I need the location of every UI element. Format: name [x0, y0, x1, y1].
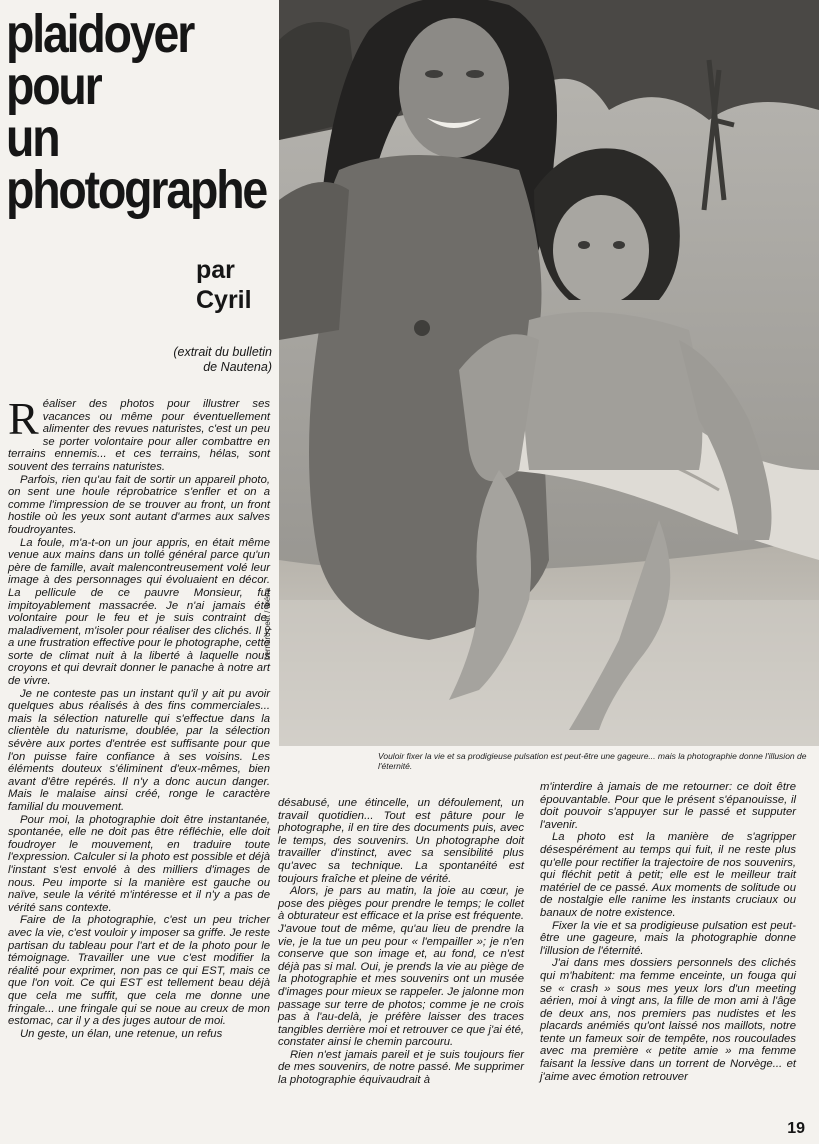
paragraph: Pour moi, la photographie doit être instantanée, spontanée, elle ne doit pas être réfléchie, elle doit foudroyer le mouvement, en traduire toute l'expression. Calculer si la photo est possible et déjà l'instant s'est envolé à des milliers d'images de nous. Peu importe si la manière est gauche ou naïve, seule la vérité m'intéresse et il n'y a pas de vérité sans contexte. — [8, 813, 270, 914]
page-number: 19 — [787, 1120, 805, 1137]
paragraph: La photo est la manière de s'agripper désespérément au temps qui fuit, il ne reste plus qu'elle pour rectifier la trajectoire de nos souvenirs, qui fléchit petit à petit; elle est le meilleur trait matériel de ce passé. Aux moments de solitude ou de nostalgie elle ranime les instants cruciaux ou banaux de notre existence. — [540, 831, 796, 919]
mother-child-photo-illustration — [279, 0, 819, 746]
title-line: un — [6, 108, 59, 168]
paragraph: J'ai dans mes dossiers personnels des clichés qui m'habitent: ma femme enceinte, un fouga qui se « crash » sous mes yeux lors d'un meeting aérien, moi à vingt ans, la fille de mon ami à l'âge de deux ans, nos premiers pas nudistes et les placards anémiés qu'ont laissé nos maillots, notre tente un fameux soir de tempête, nos roucoulades avec ma première « petite amie » ma femme faisant la lessive dans un torrent de Norvège... et j'aime avec émotion retrouver — [540, 957, 796, 1083]
text-column-3 — [540, 781, 796, 1083]
paragraph: La foule, m'a-t-on un jour appris, en était même venue aux mains dans un tollé général parce qu'un père de famille, avait malencontreusement volé leur image à des personnages qui évoluaient en décor. La pellicule de ce pauvre Monsieur, fut impitoyablement massacrée. Je n'ai jamais été volontaire pour le feu et je suis contraint de, maladivement, m'isoler pour réaliser des clichés. Il y a une frustration effective pour le photographe, cette sorte de climat nuit à la liberté à laquelle nous croyons et qui devrait donner le panache à notre art de vivre. — [8, 536, 270, 688]
photo-credit: bernard petit / aréna — [263, 587, 272, 660]
byline-par: par — [196, 256, 235, 284]
paragraph: Fixer la vie et sa prodigieuse pulsation est peut-être une gageure, mais la photographie donne l'illusion de l'éternité. — [540, 919, 796, 957]
paragraph — [8, 393, 270, 474]
byline — [196, 255, 276, 315]
paragraph: Faire de la photographie, c'est un peu tricher avec la vie, c'est vouloir y imposer sa griffe. Je reste partisan du tableau pour l'art et de la photo pour le témoignage. Travailler une vue c'est modifier la réalité pour exprimer, non pas ce qui EST, mais ce que l'on voit. Ce qui EST est tellement beau déjà que cela me suffit, que cela me donne une fringale... une fringale qui se noue au creux de mon estomac, car il y a des juges autour de moi. — [8, 914, 270, 1028]
paragraph: Rien n'est jamais pareil et je suis toujours fier de mes souvenirs, de notre passé. Me supprimer la photographie équivaudrait à — [278, 1048, 524, 1087]
drop-cap: R — [8, 393, 39, 444]
paragraph-text: éaliser des photos pour illustrer ses vacances ou même pour éventuellement alimenter des revues naturistes, c'est un peu se porter volontaire pour aller combattre en terrains ennemis... et ces terrains, hélas, sont souvent des terrains naturistes. — [8, 398, 270, 473]
source-note: (extrait du bulletin de Nautena) — [173, 345, 272, 374]
paragraph: désabusé, une étincelle, un défoulement, un travail quotidien... Tout est pâture pour le photographe, il en tire des documents puis, avec le temps, des souvenirs. Un photographe doit travailler d'instinct, avec sa sensibilité plus qu'avec sa technique. La spontanéité est toujours fraîche et pleine de vérité. — [278, 797, 524, 885]
title-line: photographe — [6, 160, 267, 220]
paragraph: Parfois, rien qu'au fait de sortir un appareil photo, on sent une houle réprobatrice s'enfler et on a comme l'impression de se trouver au front, un front hostile où les yeux sont autant d'armes aux salves foudroyantes. — [8, 473, 270, 536]
text-column-2 — [278, 797, 524, 1087]
title-line: pour — [6, 56, 101, 116]
byline-author: Cyril — [196, 286, 252, 314]
paragraph: m'interdire à jamais de me retourner: ce doit être épouvantable. Pour que le présent s'épanouisse, il doit pouvoir s'appuyer sur le passé et supputer l'avenir. — [540, 781, 796, 831]
paragraph: Je ne conteste pas un instant qu'il y ait pu avoir quelques abus réalisés à des fins commerciales... mais la sélection naturelle qui s'effectue dans la clientèle du naturisme, doublée, par la sélection sévère aux portes d'entrée est suffisante pour que l'on puisse faire confiance à ses voisins. Les éléments douteux s'éliminent d'eux-mêmes, bien avant d'être repérés. Il n'y a donc aucun danger. Mais le malaise ainsi créé, ronge le caractère familial du mouvement. — [8, 687, 270, 813]
text-column-1 — [8, 393, 270, 1040]
article-photo — [279, 0, 819, 746]
paragraph: Un geste, un élan, une retenue, un refus — [20, 1027, 223, 1040]
article-title — [6, 4, 267, 220]
photo-caption: Vouloir fixer la vie et sa prodigieuse pulsation est peut-être une gageure... mais la photographie donne l'illusion de l'éternité. — [378, 751, 807, 771]
title-line: plaidoyer — [6, 4, 194, 64]
paragraph: Alors, je pars au matin, la joie au cœur, je pose des pièges pour prendre le temps; le collet à obturateur est efficace et la prise est fréquente. J'avoue tout de même, qu'au lieu de prendre la vie, je la tue un peu pour « l'empailler »; je n'en conserve que son image et, au fond, ce n'est déjà pas si mal. Oui, je prends la vie au piège de la photographie et mes souvenirs ont un musée d'images pour mieux se rappeler. Je jalonne mon passage sur terre de photos; comme je ne crois pas à l'au-delà, je préfère laisser des traces tangibles derrière moi et retrouver ce que j'ai été, constater ainsi le chemin parcouru. — [278, 885, 525, 1049]
